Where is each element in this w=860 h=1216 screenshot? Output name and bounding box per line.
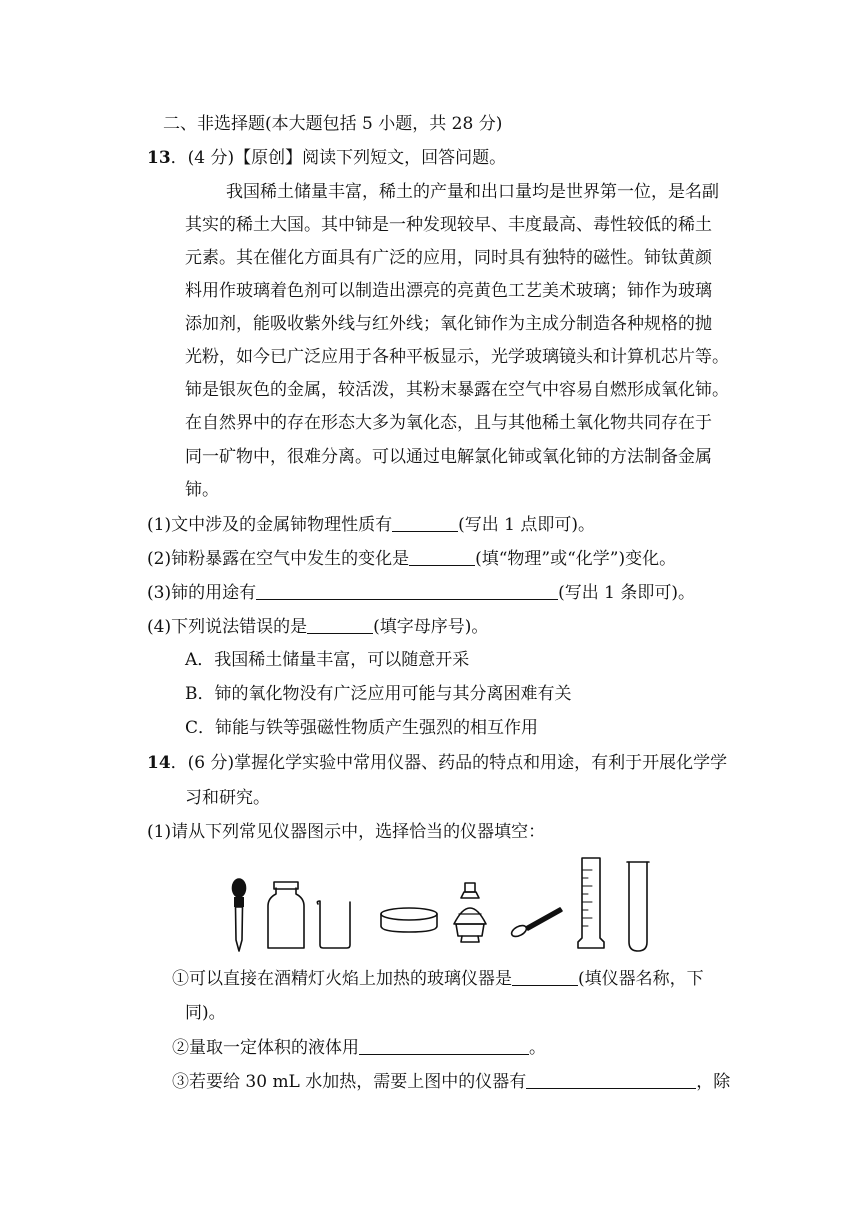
question-14-header — [147, 752, 727, 774]
dropper-icon — [233, 879, 246, 951]
question-13-header — [147, 147, 506, 169]
question-14-header-cont: 习和研究。 — [185, 788, 270, 808]
evaporating-dish-icon — [381, 908, 437, 932]
question-header-text: ．(4 分)【原创】阅读下列短文，回答问题。 — [170, 148, 507, 168]
apparatus-figure — [220, 852, 660, 956]
reagent-bottle-icon — [268, 882, 304, 948]
sub-question-3: (3)铈的用途有 (写出 1 条即可)。 — [147, 583, 695, 603]
passage-line: 添加剂，能吸收紫外线与红外线；氧化铈作为主成分制造各种规格的抛 — [185, 314, 712, 334]
beaker-icon — [317, 901, 350, 948]
item-2: ②量取一定体积的液体用 。 — [172, 1038, 546, 1058]
passage-line: 同一矿物中，很难分离。可以通过电解氯化铈或氧化铈的方法制备金属 — [185, 447, 712, 467]
answer-blank[interactable] — [526, 1072, 696, 1089]
item-3: ③若要给 30 mL 水加热，需要上图中的仪器有 ，除 — [172, 1072, 731, 1092]
question-number: 14 — [147, 753, 171, 773]
sub-question-4: (4)下列说法错误的是 (填字母序号)。 — [147, 617, 489, 637]
sub-question-2: (2)铈粉暴露在空气中发生的变化是 (填“物理”或“化学”)变化。 — [147, 549, 677, 569]
sub-question-1: (1)文中涉及的金属铈物理性质有 (写出 1 点即可)。 — [147, 515, 595, 535]
option-a[interactable]: A．我国稀土储量丰富，可以随意开采 — [185, 650, 470, 670]
item-1-cont: 同)。 — [185, 1003, 226, 1023]
passage-line: 光粉，如今已广泛应用于各种平板显示，光学玻璃镜头和计算机芯片等。 — [185, 347, 729, 367]
graduated-cylinder-icon — [578, 858, 604, 948]
alcohol-lamp-icon — [454, 883, 486, 942]
question-number: 13 — [147, 148, 171, 168]
option-c[interactable]: C．铈能与铁等强磁性物质产生强烈的相互作用 — [185, 718, 539, 738]
passage-line: 在自然界中的存在形态大多为氧化态，且与其他稀土氧化物共同存在于 — [185, 413, 712, 433]
answer-blank[interactable] — [256, 583, 558, 600]
sub-question-1: (1)请从下列常见仪器图示中，选择恰当的仪器填空： — [147, 822, 546, 842]
test-tube-icon — [627, 862, 649, 951]
item-1: ①可以直接在酒精灯火焰上加热的玻璃仪器是 (填仪器名称，下 — [172, 969, 704, 989]
answer-blank[interactable] — [392, 515, 458, 532]
passage-line: 其实的稀土大国。其中铈是一种发现较早、丰度最高、毒性较低的稀土 — [185, 215, 712, 235]
answer-blank[interactable] — [512, 969, 578, 986]
answer-blank[interactable] — [409, 549, 475, 566]
passage-line: 我国稀土储量丰富，稀土的产量和出口量均是世界第一位，是名副 — [226, 182, 719, 202]
spoon-icon — [510, 908, 562, 939]
passage-line: 铈是银灰色的金属，较活泼，其粉末暴露在空气中容易自燃形成氧化铈。 — [185, 380, 729, 400]
section-heading: 二、非选择题(本大题包括 5 小题，共 28 分) — [163, 114, 503, 134]
answer-blank[interactable] — [307, 617, 373, 634]
passage-line: 元素。其在催化方面具有广泛的应用，同时具有独特的磁性。铈钛黄颜 — [185, 248, 712, 268]
passage-line: 铈。 — [185, 480, 219, 500]
answer-blank[interactable] — [359, 1038, 529, 1055]
passage-line: 料用作玻璃着色剂可以制造出漂亮的亮黄色工艺美术玻璃；铈作为玻璃 — [185, 281, 712, 301]
option-b[interactable]: B．铈的氧化物没有广泛应用可能与其分离困难有关 — [185, 684, 572, 704]
question-header-text: ．(6 分)掌握化学实验中常用仪器、药品的特点和用途，有利于开展化学学 — [170, 753, 728, 773]
